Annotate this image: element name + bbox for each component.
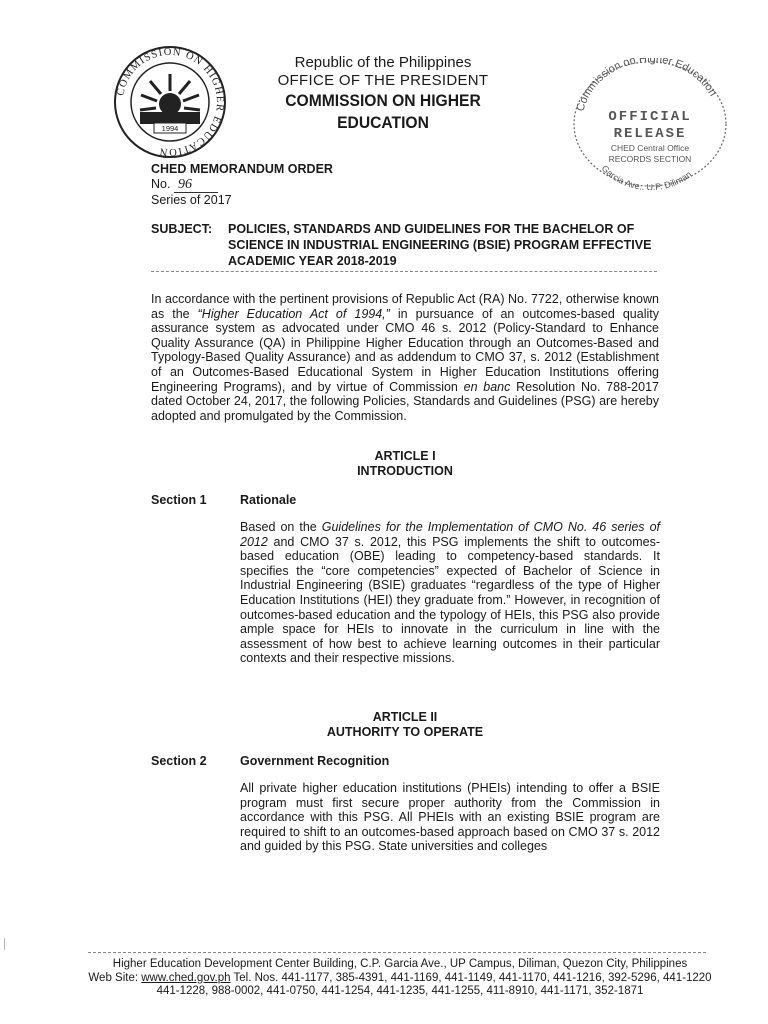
memo-no-value: 96 — [174, 178, 218, 193]
ched-seal-icon — [112, 44, 228, 160]
section-2-label: Section 2 — [151, 754, 207, 768]
seal-ring-text: COMMISSION ON HIGHER EDUCATION — [115, 46, 226, 158]
subject-block — [151, 221, 671, 269]
memo-info — [151, 162, 333, 208]
stamp-ring-text: Commission on Higher Education — [574, 58, 719, 113]
section-2-title: Government Recognition — [240, 754, 390, 768]
section-1-title: Rationale — [240, 493, 297, 507]
article-1-heading — [151, 449, 659, 479]
letterhead-office: OFFICE OF THE PRESIDENT — [277, 72, 489, 89]
footer-address: Higher Education Development Center Building, C.P. Garcia Ave., UP Campus, Diliman, Quezon City, Philippines — [112, 958, 688, 970]
official-release-stamp — [566, 58, 734, 190]
memo-title: CHED MEMORANDUM ORDER — [151, 162, 333, 176]
article-1-subtitle: INTRODUCTION — [357, 464, 453, 478]
svg-text:Garcia Ave., U.P. Diliman — [600, 163, 694, 190]
intro-text-3: Resolution No. 788-2017 dated October 24, 2017, the following Policies, Standards and Guidelines (PSG) are hereby adopted and promulgated by the Commission. — [151, 379, 659, 423]
intro-act-name: “Higher Education Act of 1994,” — [197, 306, 390, 321]
section-1-text-1: Based on the — [240, 520, 322, 534]
subject-label: SUBJECT: — [151, 222, 213, 236]
footer-tel: Tel. Nos. 441-1177, 385-4391, 441-1169, 441-1149, 441-1170, 441-1216, 392-5296, 441-1220 — [230, 971, 712, 984]
section-1-guidelines: Guidelines for the Implementation of CMO No. 46 series of 2012 — [240, 520, 660, 549]
article-2-subtitle: AUTHORITY TO OPERATE — [326, 725, 484, 739]
intro-text-2: in pursuance of an outcomes-based quality assurance system as advocated under CMO 46 s. 2012 (Policy-Standard to Enhance Quality Assurance (QA) in Philippine Higher Education through an Outcomes-Based and Typology-Based Quality Assurance) and as addendum to CMO 37, s. 2012 (Establishment of an Outcomes-Based Educational System in Higher Education Institutions offering Engineering Programs), and by virtue of Commission — [151, 306, 659, 394]
memo-no-label: No. — [151, 177, 171, 191]
section-1-paragraph — [240, 520, 660, 666]
margin-mark — [4, 938, 8, 950]
memo-number-line — [151, 177, 333, 193]
svg-text:Commission on Higher Education — [575, 58, 719, 113]
divider — [151, 271, 657, 272]
section-1-label: Section 1 — [151, 493, 207, 507]
footer-web-label: Web Site: — [88, 971, 142, 984]
letterhead-commission: COMMISSION ON HIGHER EDUCATION — [285, 91, 481, 132]
letterhead-republic: Republic of the Philippines — [294, 54, 472, 71]
letterhead — [228, 54, 538, 134]
footer-contact — [70, 972, 730, 986]
article-1-title: ARTICLE I — [374, 449, 436, 463]
stamp-central-office: CHED Central Office — [610, 143, 690, 153]
footer-tel-continued: 441-1228, 988-0002, 441-0750, 441-1254, 441-1235, 441-1255, 411-8910, 441-1171, 352-1871 — [156, 985, 644, 998]
stamp-records-section: RECORDS SECTION — [608, 154, 692, 164]
intro-text-1: In accordance with the pertinent provisions of Republic Act (RA) No. 7722, otherwise known as the — [151, 292, 659, 321]
footer-divider — [88, 952, 706, 953]
stamp-release: RELEASE — [613, 126, 687, 142]
intro-paragraph — [151, 292, 659, 423]
section-2-paragraph: All private higher education institutions (PHEIs) intending to offer a BSIE program must first secure proper authority from the Commission in accordance with this PSG. All PHEIs with an existing BSIE program are required to shift to an outcomes-based approach based on CMO 37 s. 2012 and guided by this PSG. State universities and colleges — [240, 781, 660, 854]
intro-en-banc: en banc — [463, 379, 511, 394]
memo-series: Series of 2017 — [151, 193, 232, 207]
article-2-heading — [151, 710, 659, 740]
article-2-title: ARTICLE II — [372, 710, 438, 724]
footer — [70, 958, 730, 999]
footer-website-link[interactable]: www.ched.gov.ph — [141, 971, 231, 984]
section-1-text-2: and CMO 37 s. 2012, this PSG implements the shift to outcomes-based education (OBE) leading to competency-based standards. It specifies the “core competencies” expected of Bachelor of Science in Industrial Engineering (BSIE) graduates “regardless of the type of Higher Education Institutions (HEI) they graduate from.” However, in recognition of outcomes-based education and the typology of HEIs, this PSG also provide ample space for HEIs to innovate in the curriculum in line with the assessment of how best to achieve learning outcomes in their particular contexts and their respective missions. — [240, 534, 660, 666]
stamp-address: Garcia Ave., U.P. Diliman — [599, 163, 694, 190]
subject-text: POLICIES, STANDARDS AND GUIDELINES FOR THE BACHELOR OF SCIENCE IN INDUSTRIAL ENGINEERING (BSIE) PROGRAM EFFECTIVE ACADEMIC YEAR 2018-2019 — [228, 222, 652, 268]
seal-year: 1994 — [161, 124, 179, 133]
stamp-official: OFFICIAL — [608, 109, 692, 125]
